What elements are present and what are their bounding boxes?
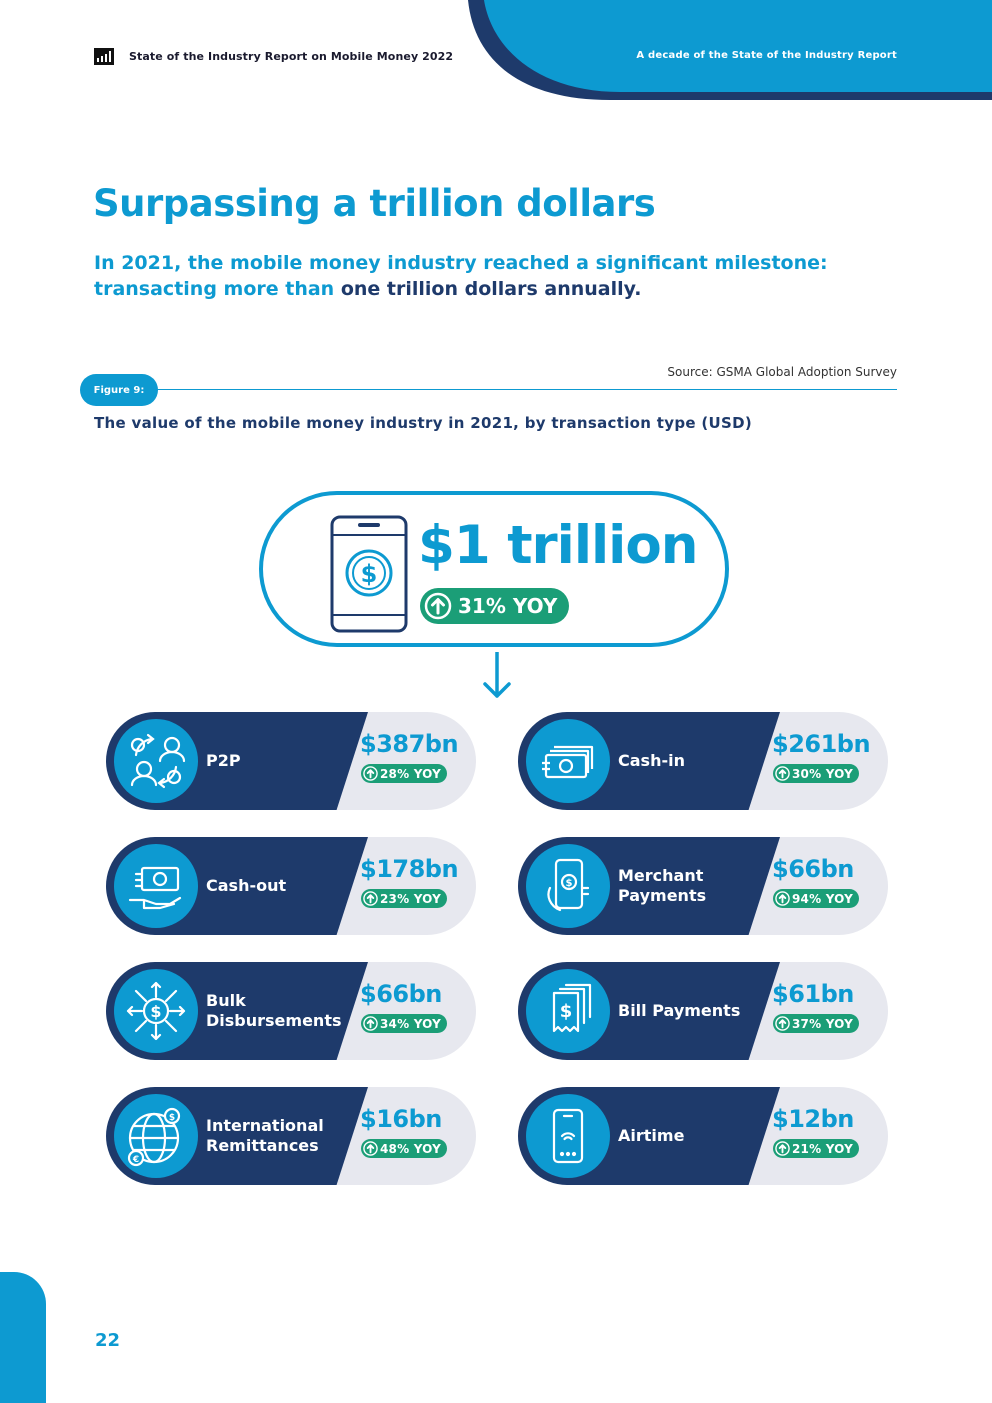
transaction-card-cash-in bbox=[518, 712, 888, 810]
transaction-card-merchant-payments bbox=[518, 837, 888, 935]
card-yoy-badge bbox=[361, 889, 447, 908]
transaction-card-airtime bbox=[518, 1087, 888, 1185]
card-value: $12bn bbox=[772, 1105, 854, 1133]
card-yoy-text: 37% YOY bbox=[792, 1016, 854, 1031]
card-label: Merchant Payments bbox=[618, 866, 707, 905]
bulk-disbursements-icon bbox=[114, 969, 198, 1053]
transaction-card-international-remittances bbox=[106, 1087, 476, 1185]
card-yoy-text: 94% YOY bbox=[792, 891, 854, 906]
card-value: $61bn bbox=[772, 980, 854, 1008]
total-value: $1 trillion bbox=[418, 515, 698, 576]
total-yoy-badge bbox=[420, 588, 569, 624]
header-tagline: A decade of the State of the Industry Report bbox=[636, 50, 897, 61]
card-yoy-text: 30% YOY bbox=[792, 766, 854, 781]
airtime-icon bbox=[526, 1094, 610, 1178]
figure-rule bbox=[140, 389, 897, 390]
report-title: State of the Industry Report on Mobile Money 2022 bbox=[129, 50, 454, 63]
arrow-up-icon bbox=[775, 1141, 790, 1156]
card-value: $178bn bbox=[360, 855, 459, 883]
lead-paragraph bbox=[94, 250, 874, 302]
card-label: Cash-out bbox=[206, 876, 287, 895]
card-value: $387bn bbox=[360, 730, 459, 758]
card-label: Cash-in bbox=[618, 751, 685, 770]
card-label: Bulk Disbursements bbox=[206, 991, 342, 1030]
transaction-card-bill-payments bbox=[518, 962, 888, 1060]
arrow-up-icon bbox=[424, 592, 452, 620]
arrow-down-icon bbox=[482, 652, 512, 702]
transaction-card-cash-out bbox=[106, 837, 476, 935]
arrow-up-icon bbox=[363, 766, 378, 781]
card-yoy-badge bbox=[773, 1139, 859, 1158]
card-label: Bill Payments bbox=[618, 1001, 741, 1020]
page-title: Surpassing a trillion dollars bbox=[93, 182, 656, 225]
card-yoy-badge bbox=[361, 1139, 447, 1158]
page-edge-tab bbox=[0, 1272, 46, 1403]
card-yoy-badge bbox=[773, 764, 859, 783]
card-yoy-text: 23% YOY bbox=[380, 891, 442, 906]
figure-caption: The value of the mobile money industry in 2021, by transaction type (USD) bbox=[94, 414, 752, 432]
merchant-payments-icon bbox=[526, 844, 610, 928]
card-value: $261bn bbox=[772, 730, 871, 758]
mobile-dollar-icon bbox=[330, 515, 408, 633]
transaction-card-bulk-disbursements bbox=[106, 962, 476, 1060]
card-value: $66bn bbox=[772, 855, 854, 883]
svg-text:$: $ bbox=[559, 1001, 573, 1022]
arrow-up-icon bbox=[775, 1016, 790, 1031]
figure-label: Figure 9: bbox=[80, 374, 158, 406]
page-number: 22 bbox=[95, 1330, 121, 1351]
lead-highlight: one trillion dollars annually. bbox=[340, 278, 642, 300]
card-label: Airtime bbox=[618, 1126, 685, 1145]
card-value: $16bn bbox=[360, 1105, 442, 1133]
bill-payments-icon bbox=[526, 969, 610, 1053]
card-yoy-text: 48% YOY bbox=[380, 1141, 442, 1156]
international-remittances-icon bbox=[114, 1094, 198, 1178]
card-yoy-badge bbox=[773, 889, 859, 908]
svg-text:$: $ bbox=[150, 1002, 162, 1021]
arrow-up-icon bbox=[363, 1016, 378, 1031]
card-label: P2P bbox=[206, 751, 241, 770]
p2p-transfer-icon bbox=[114, 719, 198, 803]
svg-text:$: $ bbox=[168, 1113, 176, 1123]
svg-text:$: $ bbox=[565, 878, 573, 889]
source-note: Source: GSMA Global Adoption Survey bbox=[667, 365, 897, 379]
card-yoy-badge bbox=[773, 1014, 859, 1033]
cash-out-icon bbox=[114, 844, 198, 928]
lead-text: In 2021, the mobile money industry reached a significant milestone: transacting more than bbox=[94, 252, 828, 300]
transaction-card-p2p bbox=[106, 712, 476, 810]
card-value: $66bn bbox=[360, 980, 442, 1008]
card-yoy-text: 28% YOY bbox=[380, 766, 442, 781]
svg-text:€: € bbox=[132, 1155, 140, 1165]
card-label: International Remittances bbox=[206, 1116, 324, 1155]
report-logo-icon bbox=[94, 48, 114, 65]
card-yoy-badge bbox=[361, 1014, 447, 1033]
card-yoy-text: 34% YOY bbox=[380, 1016, 442, 1031]
arrow-up-icon bbox=[775, 766, 790, 781]
arrow-up-icon bbox=[775, 891, 790, 906]
arrow-up-icon bbox=[363, 1141, 378, 1156]
card-yoy-text: 21% YOY bbox=[792, 1141, 854, 1156]
cash-in-icon bbox=[526, 719, 610, 803]
card-yoy-badge bbox=[361, 764, 447, 783]
total-yoy-text: 31% YOY bbox=[458, 594, 558, 618]
svg-text:$: $ bbox=[360, 560, 378, 588]
arrow-up-icon bbox=[363, 891, 378, 906]
